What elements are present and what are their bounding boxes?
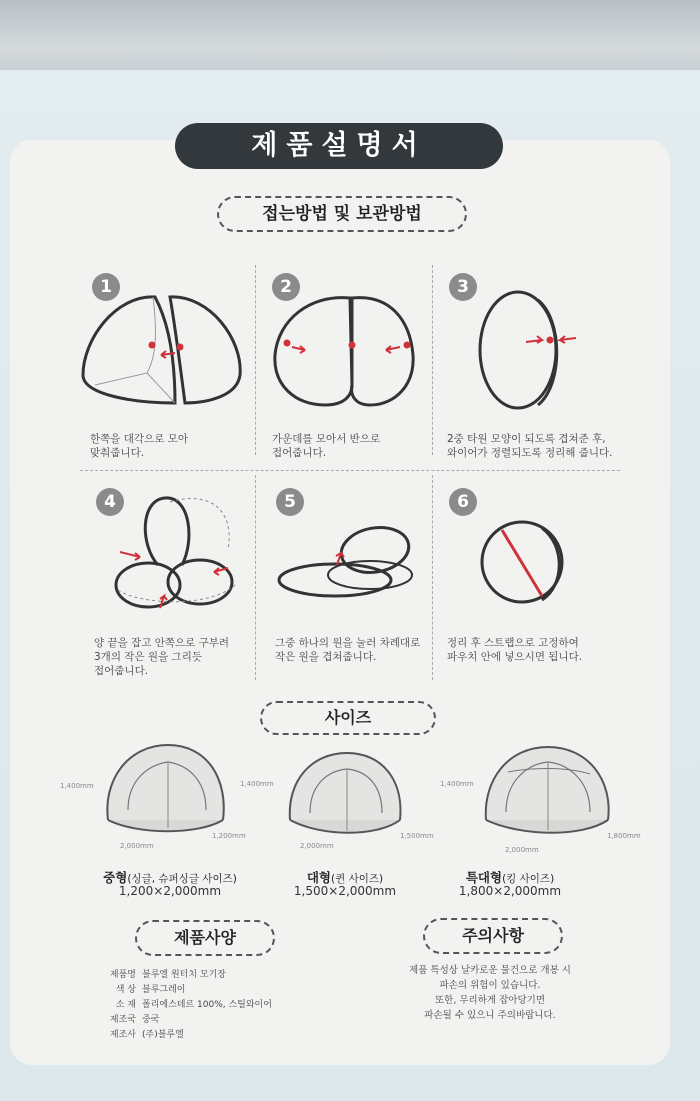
height-dim: 1,400mm (60, 782, 94, 790)
step-number: 5 (276, 488, 304, 516)
step-caption: 가운데를 모아서 반으로 접어줍니다. (272, 433, 381, 459)
grid-divider (432, 475, 433, 680)
spec-row: 제품명 블루엘 원터치 모기장 (109, 970, 226, 980)
step-number: 6 (449, 488, 477, 516)
folding-heading: 접는방법 및 보관방법 (217, 196, 467, 232)
size-dimensions: 1,200×2,000mm (118, 884, 222, 898)
size-dimensions: 1,800×2,000mm (458, 884, 562, 898)
spec-row: 제조사 (주)블루엘 (109, 1030, 184, 1040)
width-dim: 1,200mm (212, 832, 246, 840)
tent-king-icon (478, 742, 618, 842)
step2-illustration (270, 290, 420, 415)
background-fabric (0, 0, 700, 80)
step6-illustration (480, 520, 570, 610)
width-dim: 1,500mm (400, 832, 434, 840)
step4-illustration (110, 490, 250, 620)
size-dimensions: 1,500×2,000mm (293, 884, 397, 898)
tent-large-icon (282, 745, 412, 845)
width-dim: 1,800mm (607, 832, 641, 840)
size-name: 중형(싱글, 슈퍼싱글 사이즈) (103, 870, 237, 885)
step-caption: 한쪽을 대각으로 모아 맞춰줍니다. (90, 433, 188, 459)
page-title: 제품설명서 (175, 123, 503, 169)
spec-heading: 제품사양 (135, 920, 275, 956)
step-caption: 2중 타원 모양이 되도록 겹쳐준 후, 와이어가 정렬되도록 정리해 줍니다. (447, 433, 613, 459)
spec-row: 색 상 블루그레이 (115, 985, 186, 995)
spec-row: 소 재 폴리에스테르 100%, 스틸와이어 (115, 1000, 272, 1010)
caution-text: 제품 특성상 날카로운 물건으로 개봉 시 파손의 위험이 있습니다. 또한, 무리하게 잡아당기면 파손될 수 있으니 주의바랍니다. (409, 965, 571, 1021)
grid-divider (255, 265, 256, 455)
step-caption: 양 끝을 잡고 안쪽으로 구부려 3개의 작은 원을 그리듯 접어줍니다. (94, 637, 230, 677)
grid-divider (255, 475, 256, 680)
spec-row: 제조국 중국 (109, 1015, 160, 1025)
length-dim: 2,000mm (505, 846, 539, 854)
grid-divider (80, 470, 620, 471)
size-name: 대형(퀸 사이즈) (306, 870, 384, 885)
step-number: 1 (92, 273, 120, 301)
height-dim: 1,400mm (240, 780, 274, 788)
step5-illustration (275, 525, 420, 605)
step-caption: 그중 하나의 원을 눌러 차례대로 작은 원을 겹쳐줍니다. (275, 637, 421, 663)
grid-divider (432, 265, 433, 455)
height-dim: 1,400mm (440, 780, 474, 788)
caution-heading: 주의사항 (423, 918, 563, 954)
step-number: 2 (272, 273, 300, 301)
length-dim: 2,000mm (120, 842, 154, 850)
size-heading: 사이즈 (260, 701, 436, 735)
size-name: 특대형(킹 사이즈) (465, 870, 555, 885)
step-caption: 정리 후 스트랩으로 고정하여 파우치 안에 넣으시면 됩니다. (447, 637, 583, 663)
step-number: 4 (96, 488, 124, 516)
step1-illustration (75, 285, 245, 415)
length-dim: 2,000mm (300, 842, 334, 850)
tent-medium-icon (98, 740, 238, 840)
step3-illustration (478, 290, 578, 415)
step-number: 3 (449, 273, 477, 301)
